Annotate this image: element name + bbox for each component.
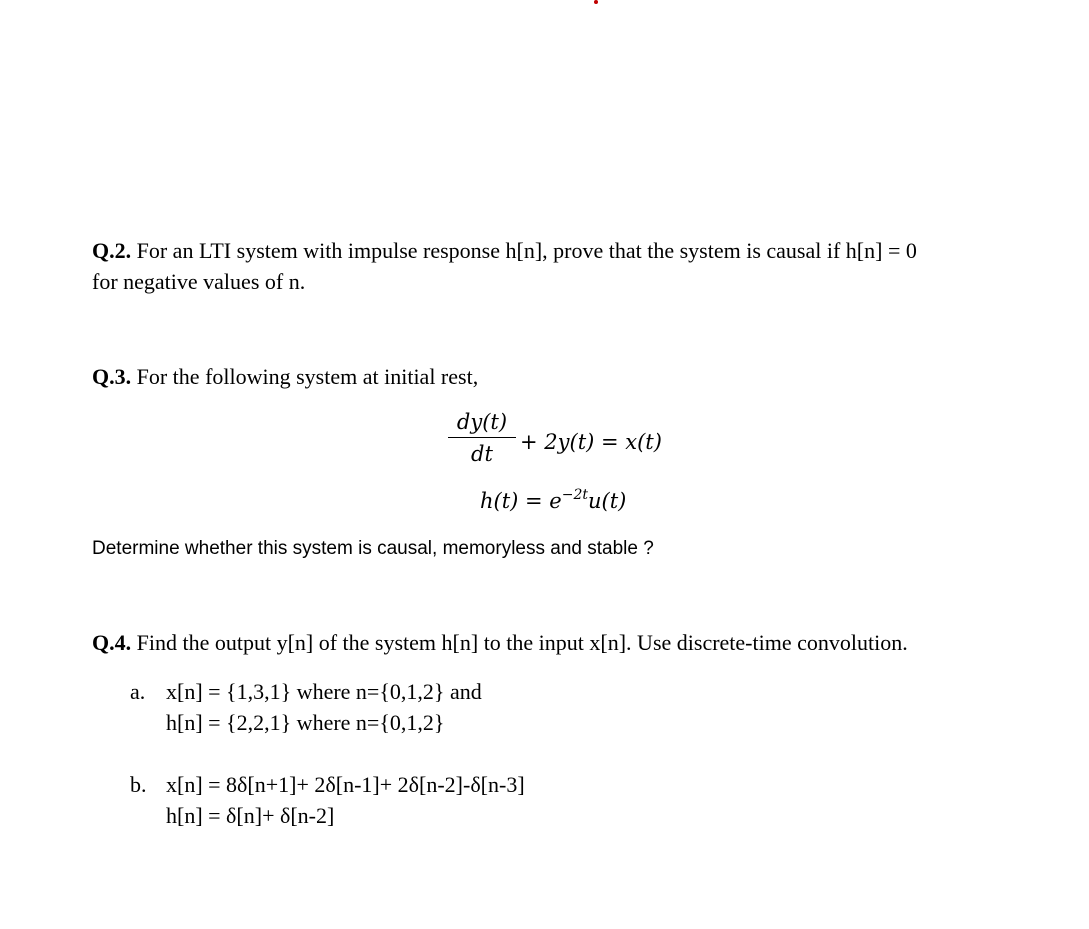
q4-label: Q.4.: [92, 630, 132, 655]
q3-intro-line: [92, 364, 478, 390]
q3-eq1-denominator: dt: [471, 442, 493, 466]
q3-equation2: [480, 489, 626, 513]
q2-line1: [92, 238, 917, 264]
q4-item-a-line1: x[n] = {1,3,1} where n={0,1,2} and: [166, 679, 482, 704]
q3-intro: For the following system at initial rest,: [136, 364, 479, 389]
q4-item-b-line1: x[n] = 8δ[n+1]+ 2δ[n-1]+ 2δ[n-2]-δ[n-3]: [166, 772, 525, 797]
q2-text-line1: For an LTI system with impulse response h[n], prove that the system is causal if h[n] = 0: [136, 238, 917, 263]
q4-item-a-marker: a.: [130, 679, 146, 704]
q3-eq2-rest: u(t): [588, 489, 627, 513]
q2-text-line2: for negative values of n.: [92, 269, 306, 294]
top-red-dot: [594, 0, 598, 4]
q4-intro-line: [92, 630, 908, 656]
q4-item-b-marker: b.: [130, 772, 147, 797]
q4-item-b-line2: h[n] = δ[n]+ δ[n-2]: [166, 803, 335, 828]
q3-eq2-exponent: −2t: [561, 487, 588, 503]
q4-intro: Find the output y[n] of the system h[n] to the input x[n]. Use discrete-time convolution.: [136, 630, 908, 655]
q3-label: Q.3.: [92, 364, 132, 389]
q4-item-a-line2: h[n] = {2,2,1} where n={0,1,2}: [166, 710, 445, 735]
q3-eq2-lhs: h(t) = e: [480, 489, 562, 513]
q3-eq1-rest: + 2y(t) = x(t): [520, 430, 662, 454]
q3-eq1-numerator: dy(t): [456, 410, 508, 434]
q3-equation1-fraction: [448, 410, 516, 466]
q2-label: Q.2.: [92, 238, 132, 263]
q3-question: Determine whether this system is causal, memoryless and stable ?: [92, 538, 654, 559]
